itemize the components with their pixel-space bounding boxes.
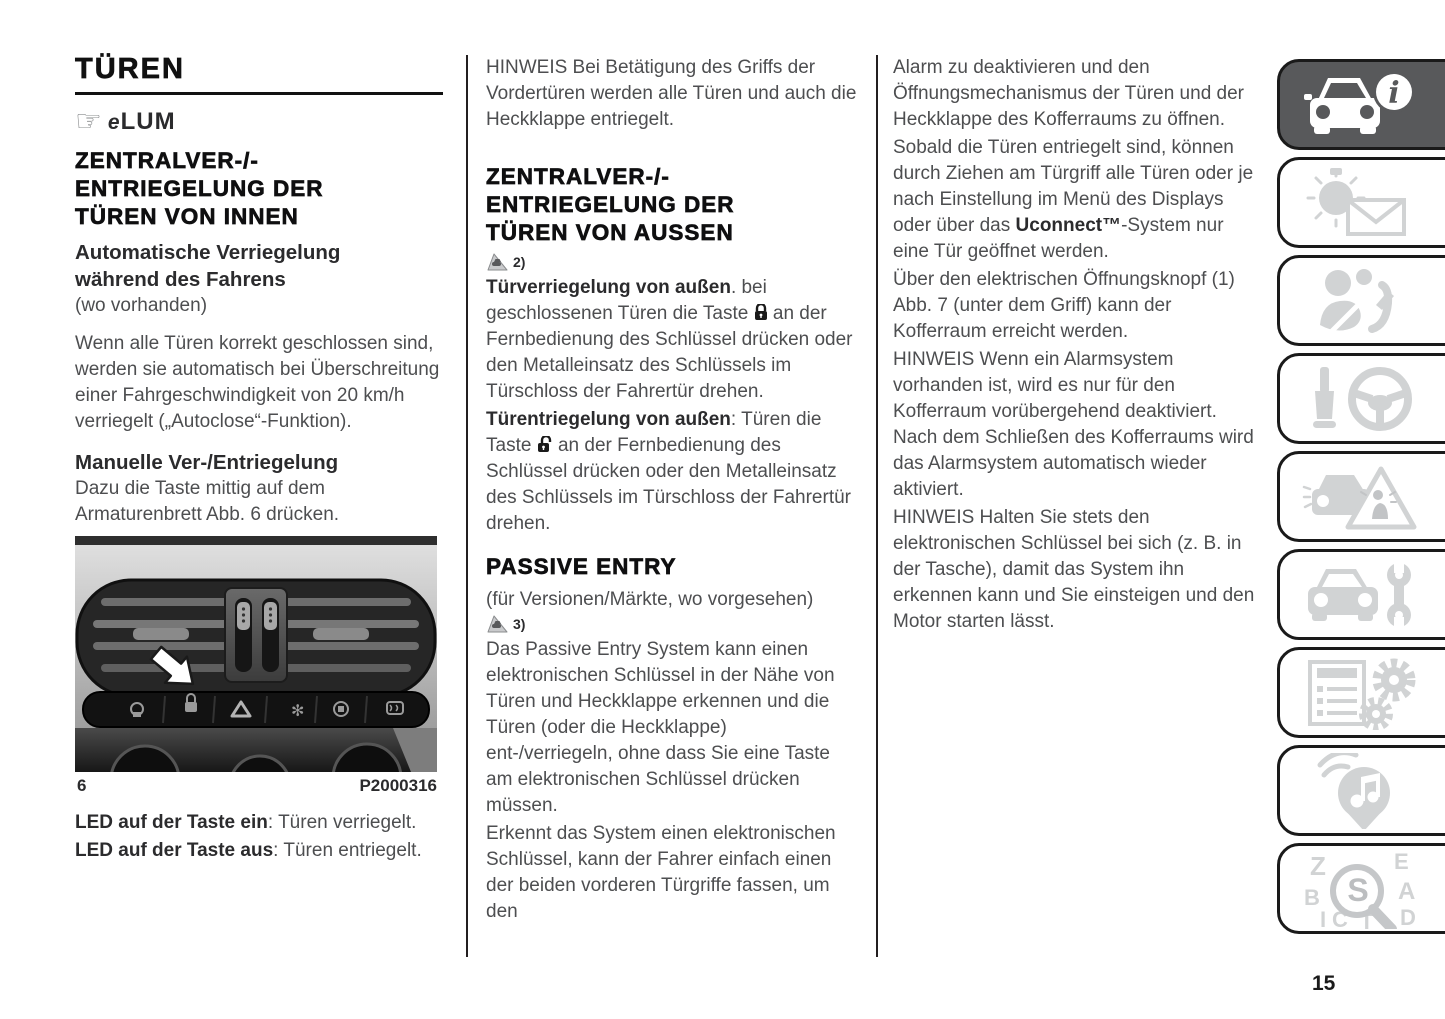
paragraph-note-alarm: HINWEIS Wenn ein Alarmsystem vorhanden ist, wird es nur für den Kofferraum vorübergehend deaktiviert. Nach dem Schließen des Kofferraums wird das Alarmsystem automatisch wieder aktiviert.	[893, 349, 1254, 500]
svg-text:B: B	[1304, 884, 1320, 910]
paragraph-manual-lock: Dazu die Taste mittig auf dem Armaturenbrett Abb. 6 drücken.	[75, 478, 340, 525]
paragraph-passive-entry-2: Erkennt das System einen elektronischen Schlüssel, kann der Fahrer einfach einen der beiden vorderen Türgriffe fassen, um den	[486, 823, 836, 922]
warning-reference-2: 2)	[486, 253, 858, 271]
sidebar-tile-safety[interactable]	[1277, 255, 1445, 346]
sidebar-tile-multimedia[interactable]	[1277, 745, 1445, 836]
dashboard-illustration	[75, 536, 437, 772]
paragraph-passive-entry-1: Das Passive Entry System kann einen elektronischen Schlüssel in der Nähe von Türen und Heckklappe erkennen und die Türen (oder die Heckklappe) ent-/verriegeln, ohne dass Sie eine Taste am elektronischen Schlüssel drücken müssen.	[486, 639, 835, 816]
svg-text:Z: Z	[1310, 850, 1326, 881]
lock-open-icon	[537, 436, 553, 453]
subheading-manual-lock: Manuelle Ver-/Entriegelung	[75, 451, 339, 474]
left-column	[75, 55, 443, 866]
navigation-music-icon	[1302, 753, 1420, 829]
list-gears-icon	[1302, 656, 1420, 730]
sun-envelope-icon	[1302, 168, 1420, 238]
svg-text:i: i	[1388, 75, 1400, 111]
elum-wordmark: eLUM	[107, 108, 176, 135]
paragraph-note-handles: HINWEIS Bei Betätigung des Griffs der Vordertüren werden alle Türen und auch die Heckklappe entriegelt.	[486, 57, 857, 130]
sidebar-tile-index[interactable]	[1277, 843, 1445, 934]
sidebar-tile-emergency[interactable]	[1277, 451, 1445, 542]
figure-code: P2000316	[359, 776, 437, 795]
sidebar-tile-technical-data[interactable]	[1277, 647, 1445, 738]
paragraph-uconnect: Sobald die Türen entriegelt sind, können durch Ziehen am Türgriff alle Türen oder je nach Einstellung im Menü des Displays oder über das Uconnect™-System nur eine Tür geöffnet werden.	[893, 137, 1254, 262]
svg-text:E: E	[1394, 848, 1409, 874]
warning-triangle-car-icon	[486, 615, 508, 633]
paragraph-note-key: HINWEIS Halten Sie stets den elektronischen Schlüssel bei sich (z. B. in der Tasche), damit das System ihn erkennen kann und Sie einsteigen und den Motor starten lässt.	[893, 507, 1255, 632]
figure-number: 6	[77, 776, 87, 795]
paragraph-lock-outside: Türverriegelung von außen. bei geschlossenen Türen die Taste an der Fernbedienung des Schlüssel drücken oder den Metalleinsatz des Schlüssels im Türschloss der Fahrertür drehen.	[486, 277, 853, 402]
paragraph-alarm-open: Alarm zu deaktivieren und den Öffnungsmechanismus der Türen und der Heckklappe des Kofferraums zu öffnen.	[893, 57, 1244, 130]
section-heading-passive-entry: PASSIVE ENTRY	[486, 554, 677, 579]
car-info-icon	[1302, 72, 1420, 138]
svg-text:C: C	[1332, 906, 1348, 929]
key-steering-wheel-icon	[1302, 363, 1420, 435]
svg-text:I: I	[1320, 906, 1327, 929]
paragraph-led-on: LED auf der Taste ein: Türen verriegelt.	[75, 812, 417, 833]
sidebar-tile-lights-messages[interactable]	[1277, 157, 1445, 248]
sidebar-tile-maintenance[interactable]	[1277, 549, 1445, 640]
column-divider-2	[876, 55, 878, 957]
svg-text:✻: ✻	[291, 701, 305, 720]
svg-text:A: A	[1398, 877, 1416, 905]
page-title: TÜREN	[75, 53, 185, 85]
car-warning-triangle-icon	[1302, 461, 1420, 533]
alphabet-magnifier-icon	[1302, 849, 1428, 929]
paragraph-unlock-outside: Türentriegelung von außen: Türen die Taste an der Fernbedienung des Schlüssel drücken oder den Metalleinsatz des Schlüssels im Türschloss der Fahrertür drehen.	[486, 409, 851, 534]
passive-entry-availability: (für Versionen/Märkte, wo vorgesehen)	[486, 589, 814, 610]
elum-logo	[75, 107, 443, 137]
paragraph-led-off: LED auf der Taste aus: Türen entriegelt.	[75, 840, 422, 861]
chapter-sidebar	[1277, 59, 1445, 941]
svg-text:D: D	[1400, 904, 1416, 929]
paragraph-boot-button: Über den elektrischen Öffnungsknopf (1) Abb. 7 (unter dem Griff) kann der Kofferraum erreicht werden.	[893, 269, 1235, 342]
lock-closed-icon	[754, 304, 768, 321]
middle-column	[486, 55, 858, 927]
car-wrench-icon	[1302, 559, 1420, 631]
svg-text:S: S	[1347, 871, 1369, 908]
section-heading-outer: ZENTRALVER-/- ENTRIEGELUNG DER TÜREN VON AUSSEN	[486, 164, 735, 245]
seatbelt-airbag-icon	[1302, 265, 1420, 337]
warning-triangle-car-icon	[486, 253, 508, 271]
subheading-auto-lock: Automatische Verriegelung während des Fahrens	[75, 241, 341, 291]
title-rule	[75, 92, 443, 95]
column-divider-1	[466, 55, 468, 957]
page-number: 15	[1312, 972, 1336, 995]
section-heading-inner: ZENTRALVER-/- ENTRIEGELUNG DER TÜREN VON INNEN	[75, 148, 324, 229]
figure-6-dashboard-photo	[75, 536, 437, 772]
paragraph-autoclose: Wenn alle Türen korrekt geschlossen sind, werden sie automatisch bei Überschreitung einer Fahrgeschwindigkeit von 20 km/h verriegelt („Autoclose“-Funktion).	[75, 333, 440, 432]
pointing-hand-icon: ☞	[75, 105, 102, 138]
sidebar-tile-starting-driving[interactable]	[1277, 353, 1445, 444]
sidebar-tile-vehicle-info[interactable]	[1277, 59, 1445, 150]
right-column	[893, 55, 1259, 637]
warning-reference-3: 3)	[486, 615, 858, 633]
svg-text:T: T	[1360, 908, 1374, 929]
figure-caption	[77, 776, 437, 796]
availability-note: (wo vorhanden)	[75, 295, 208, 316]
